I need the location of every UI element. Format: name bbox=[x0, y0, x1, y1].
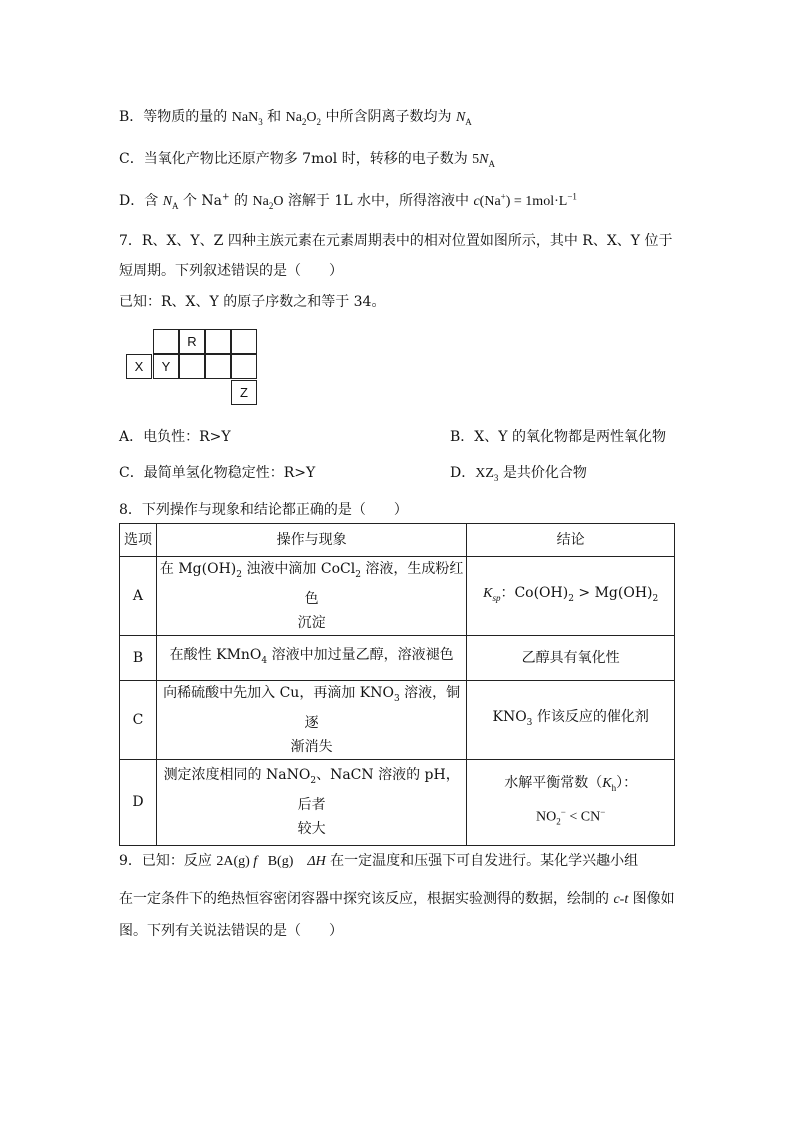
q6-option-c: C．当氧化产物比还原产物多 7mol 时，转移的电子数为 $5N_A$ bbox=[119, 151, 495, 169]
row-operation: 在 $Mg(OH)_2$ 浊液中滴加 CoCl$_2$ 溶液，生成粉红色 沉淀 bbox=[156, 557, 466, 636]
q7-option-a: A．电负性：R>Y bbox=[119, 429, 231, 445]
header-conclusion: 结论 bbox=[467, 524, 675, 557]
q7-option-d: D．$XZ_3$ 是共价化合物 bbox=[450, 465, 587, 483]
row-label: A bbox=[120, 557, 157, 636]
table-row-d bbox=[120, 759, 675, 845]
grid-cell-y: Y bbox=[153, 354, 179, 379]
header-option: 选项 bbox=[120, 524, 157, 557]
q7-option-c: C．最简单氢化物稳定性：R>Y bbox=[119, 465, 316, 481]
q7-stem-line1: 7．R、X、Y、Z 四种主族元素在元素周期表中的相对位置如图所示，其中 R、X、Y 位于 bbox=[119, 233, 673, 249]
q7-stem-line2: 短周期。下列叙述错误的是（ ） bbox=[119, 263, 343, 279]
table-row-a bbox=[120, 557, 675, 636]
grid-cell bbox=[231, 329, 257, 354]
q6-option-d: D．含 $N_A$ 个 Na+ 的 $Na_2O$ 溶解于 1L 水中，所得溶液中 $c(Na^+) = 1mol\cdot L^{-1}$ bbox=[119, 191, 577, 211]
q9-stem-line3: 图。下列有关说法错误的是（ ） bbox=[119, 923, 343, 939]
row-operation: 测定浓度相同的 NaNO$_2$、NaCN 溶液的 pH，后者 较大 bbox=[156, 759, 466, 845]
header-operation: 操作与现象 bbox=[156, 524, 466, 557]
row-label: B bbox=[120, 635, 157, 680]
row-operation: 向稀硫酸中先加入 Cu，再滴加 $KNO_3$ 溶液，铜逐 渐消失 bbox=[156, 680, 466, 759]
row-conclusion: $K_{sp}$：$Co(OH)_2 > Mg(OH)_2$ bbox=[467, 557, 675, 636]
q9-stem-line1: 9．已知：反应 2A(g) f B(g) ΔH 在一定温度和压强下可自发进行。某化学兴趣小组 bbox=[119, 853, 639, 869]
grid-cell bbox=[153, 329, 179, 354]
q7-option-b: B．X、Y 的氧化物都是两性氧化物 bbox=[450, 429, 666, 445]
q7-known-condition: 已知：R、X、Y 的原子序数之和等于 34。 bbox=[119, 294, 386, 310]
grid-cell bbox=[205, 354, 231, 379]
table-row-c bbox=[120, 680, 675, 759]
grid-cell bbox=[179, 354, 205, 379]
row-label: D bbox=[120, 759, 157, 845]
table-header-row bbox=[120, 524, 675, 557]
q8-stem: 8．下列操作与现象和结论都正确的是（ ） bbox=[119, 502, 408, 518]
row-label: C bbox=[120, 680, 157, 759]
table-row-b bbox=[120, 635, 675, 680]
row-conclusion: 水解平衡常数$(K_h)$： $NO_2^- < CN^-$ bbox=[467, 759, 675, 845]
q8-table bbox=[119, 523, 675, 846]
q9-stem-line2: 在一定条件下的绝热恒容密闭容器中探究该反应，根据实验测得的数据，绘制的 c-t 图像如 bbox=[119, 891, 675, 907]
row-operation: 在酸性 KMnO$_4$ 溶液中加过量乙醇，溶液褪色 bbox=[156, 635, 466, 680]
grid-cell-x: X bbox=[126, 354, 152, 379]
row-conclusion: 乙醇具有氧化性 bbox=[467, 635, 675, 680]
grid-cell-z: Z bbox=[231, 380, 257, 405]
grid-cell bbox=[205, 329, 231, 354]
grid-cell bbox=[231, 354, 257, 379]
grid-cell-r: R bbox=[179, 329, 205, 354]
q6-option-b: B．等物质的量的 NaN$_3$ 和 $Na_2O_2$ 中所含阴离子数均为 $N_A$ bbox=[119, 109, 472, 127]
row-conclusion: $KNO_3$ 作该反应的催化剂 bbox=[467, 680, 675, 759]
